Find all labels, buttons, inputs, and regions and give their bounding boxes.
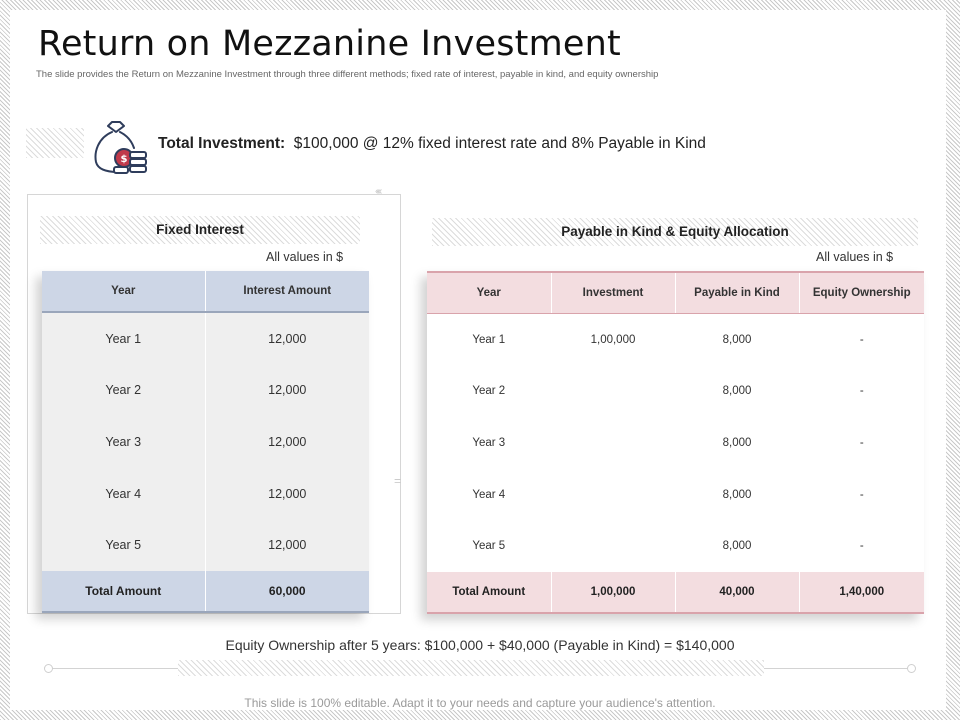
investment-cell bbox=[551, 520, 675, 572]
table-row bbox=[42, 468, 369, 520]
divider-end-dot bbox=[907, 664, 916, 673]
table-row bbox=[42, 416, 369, 468]
svg-text:$: $ bbox=[120, 154, 128, 165]
total-investment-value: $100,000 @ 12% fixed interest rate and 8% Payable in Kind bbox=[293, 135, 706, 152]
column-header-interest-amount: Interest Amount bbox=[205, 271, 369, 312]
table-row bbox=[42, 312, 369, 365]
interest-amount-cell: 12,000 bbox=[205, 519, 369, 571]
table-row bbox=[42, 519, 369, 571]
equity-ownership-cell: - bbox=[799, 469, 924, 521]
interest-amount-cell: 12,000 bbox=[205, 468, 369, 520]
payable-in-kind-cell: 8,000 bbox=[675, 520, 799, 572]
interest-amount-cell: 12,000 bbox=[205, 312, 369, 365]
slide bbox=[10, 10, 946, 710]
pik-equity-title bbox=[432, 218, 918, 246]
divider-start-dot bbox=[44, 664, 53, 673]
year-cell: Year 1 bbox=[427, 314, 551, 366]
year-cell: Year 2 bbox=[42, 365, 205, 417]
interest-amount-cell: 12,000 bbox=[205, 365, 369, 417]
investment-cell bbox=[551, 469, 675, 521]
footer-note: This slide is 100% editable. Adapt it to your needs and capture your audience's attention. bbox=[244, 696, 716, 710]
year-cell: Year 4 bbox=[42, 468, 205, 520]
year-cell: Year 2 bbox=[427, 366, 551, 418]
table-row bbox=[427, 366, 924, 418]
equity-ownership-cell: - bbox=[799, 520, 924, 572]
total-label-cell: Total Amount bbox=[42, 571, 205, 612]
money-bag-coins-icon bbox=[88, 118, 150, 176]
pik-equity-title-text: Payable in Kind & Equity Allocation bbox=[561, 224, 789, 239]
year-cell: Year 3 bbox=[427, 417, 551, 469]
total-row bbox=[427, 572, 924, 613]
total-row bbox=[42, 571, 369, 612]
table-header-row bbox=[427, 272, 924, 314]
table-row bbox=[42, 365, 369, 417]
equity-ownership-cell: - bbox=[799, 314, 924, 366]
year-cell: Year 1 bbox=[42, 312, 205, 365]
column-header-year: Year bbox=[42, 271, 205, 312]
pik-equity-unit-note: All values in $ bbox=[816, 250, 894, 264]
total-label-cell: Total Amount bbox=[427, 572, 551, 613]
fixed-interest-title bbox=[40, 216, 360, 244]
payable-in-kind-cell: 8,000 bbox=[675, 417, 799, 469]
column-header-investment: Investment bbox=[551, 272, 675, 314]
investment-cell: 1,00,000 bbox=[551, 314, 675, 366]
total-investment bbox=[158, 135, 706, 153]
payable-in-kind-cell: 8,000 bbox=[675, 366, 799, 418]
total-payable-in-kind-cell: 40,000 bbox=[675, 572, 799, 613]
equity-ownership-cell: - bbox=[799, 417, 924, 469]
pik-equity-table bbox=[427, 271, 924, 614]
page-title: Return on Mezzanine Investment bbox=[38, 24, 621, 64]
equity-summary: Equity Ownership after 5 years: $100,000 + $40,000 (Payable in Kind) = $140,000 bbox=[225, 637, 735, 653]
equity-ownership-cell: - bbox=[799, 366, 924, 418]
table-row bbox=[427, 314, 924, 366]
payable-in-kind-cell: 8,000 bbox=[675, 469, 799, 521]
column-header-equity-ownership: Equity Ownership bbox=[799, 272, 924, 314]
column-header-payable-in-kind: Payable in Kind bbox=[675, 272, 799, 314]
page-subtitle: The slide provides the Return on Mezzanine Investment through three different methods; fixed rate of interest, payable in kind, and equity ownership bbox=[36, 69, 659, 80]
table-row bbox=[427, 469, 924, 521]
equals-decoration: = bbox=[394, 473, 402, 488]
investment-cell bbox=[551, 366, 675, 418]
table-header-row bbox=[42, 271, 369, 312]
table-row bbox=[427, 417, 924, 469]
decorative-hatch bbox=[26, 128, 84, 158]
year-cell: Year 5 bbox=[42, 519, 205, 571]
column-header-year: Year bbox=[427, 272, 551, 314]
total-equity-ownership-cell: 1,40,000 bbox=[799, 572, 924, 613]
table-row bbox=[427, 520, 924, 572]
total-investment-cell: 1,00,000 bbox=[551, 572, 675, 613]
total-interest-cell: 60,000 bbox=[205, 571, 369, 612]
fixed-interest-table bbox=[42, 271, 369, 613]
interest-amount-cell: 12,000 bbox=[205, 416, 369, 468]
total-investment-label: Total Investment: bbox=[158, 135, 286, 152]
year-cell: Year 5 bbox=[427, 520, 551, 572]
year-cell: Year 4 bbox=[427, 469, 551, 521]
frame-arrow-decoration: ‹‹‹‹ bbox=[375, 186, 381, 197]
investment-cell bbox=[551, 417, 675, 469]
year-cell: Year 3 bbox=[42, 416, 205, 468]
fixed-interest-unit-note: All values in $ bbox=[266, 250, 344, 264]
payable-in-kind-cell: 8,000 bbox=[675, 314, 799, 366]
divider-hatch-bar bbox=[178, 660, 764, 676]
fixed-interest-title-text: Fixed Interest bbox=[156, 222, 244, 237]
